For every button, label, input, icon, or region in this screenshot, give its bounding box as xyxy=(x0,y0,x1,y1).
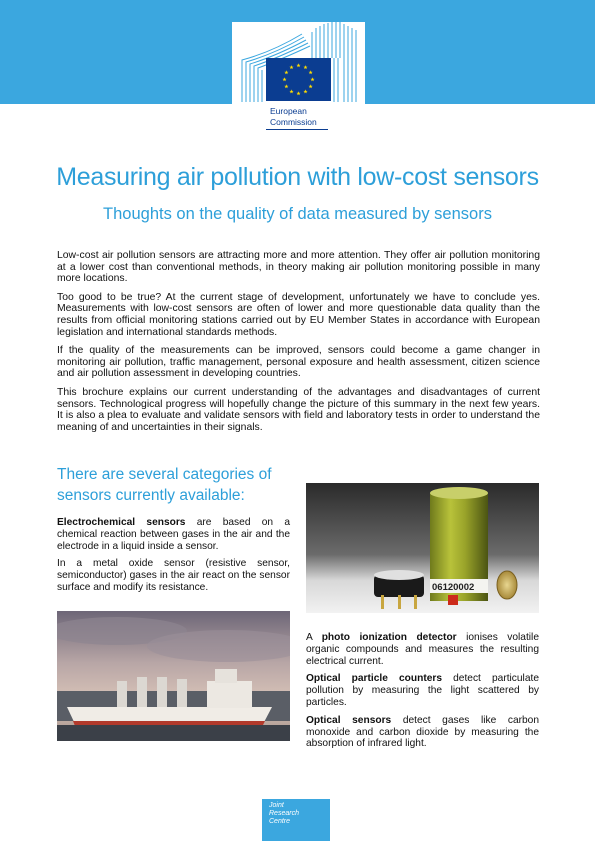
ship-photo xyxy=(57,611,290,741)
category-text: In a metal oxide sensor (resistive sensor, semiconductor) gases in the air react on the sensor surface and modify its resistance. xyxy=(57,558,290,593)
eu-star xyxy=(289,65,293,69)
org-line-1: European xyxy=(270,106,307,116)
eu-star xyxy=(310,77,314,81)
org-line-2: Commission xyxy=(270,117,317,127)
eu-star xyxy=(289,89,293,93)
intro-paragraph: Too good to be true? At the current stage of development, unfortunately we have to conclude yes. Measurements with low-cost sensors are often of lower and more questionable data quality than the results from official monitoring stations carried out by EU Member States in accordance with European legislation and international standards methods. xyxy=(57,291,540,338)
page-subtitle: Thoughts on the quality of data measured by sensors xyxy=(103,205,492,223)
eu-star xyxy=(303,89,307,93)
eu-star xyxy=(282,77,286,81)
jrc-line-1: Joint xyxy=(269,802,284,809)
category-paragraph xyxy=(306,673,539,708)
category-text: ionises volatile organic compounds and measures the resulting electrical current. xyxy=(306,632,539,667)
category-text: are based on a chemical reaction between gases in the air and the electrode in a liquid inside a sensor. xyxy=(57,517,290,552)
eu-star xyxy=(309,70,313,74)
eu-flag xyxy=(266,58,331,101)
category-term: Optical particle counters xyxy=(306,673,443,685)
eu-star xyxy=(284,70,288,74)
sensor-serial-label: 06120002 xyxy=(432,582,475,593)
intro-paragraph: If the quality of the measurements can be improved, sensors could become a game changer in monitoring air pollution, traffic management, personal exposure and health assessment, citizen science and air pollution assessment in developing countries. xyxy=(57,345,540,380)
logo-underline xyxy=(266,129,328,130)
category-term: Optical sensors xyxy=(306,714,392,726)
eu-star xyxy=(296,91,300,95)
section-heading: There are several categories of sensors currently available: xyxy=(57,466,272,504)
category-paragraph xyxy=(57,558,290,593)
jrc-logo xyxy=(262,799,330,841)
category-text: detect particulate pollution by measuring the light scattered by particles. xyxy=(306,673,539,708)
eu-star xyxy=(309,84,313,88)
jrc-label xyxy=(269,802,299,826)
eu-stars-icon xyxy=(266,58,331,101)
category-paragraph xyxy=(306,632,539,667)
category-paragraph xyxy=(57,517,290,552)
category-paragraph xyxy=(306,715,539,750)
jrc-line-2: Research xyxy=(269,810,299,817)
category-term: Electrochemical sensors xyxy=(57,517,186,528)
category-text: detect gases like carbon monoxide and carbon dioxide by measuring the absorption of infrared light. xyxy=(306,714,540,750)
intro-text xyxy=(57,250,540,440)
eu-star xyxy=(296,63,300,67)
categories-right xyxy=(306,632,539,756)
category-prefix: A xyxy=(306,632,322,643)
eu-star xyxy=(284,84,288,88)
page-title: Measuring air pollution with low-cost sensors xyxy=(56,163,539,191)
sensors-photo xyxy=(306,483,539,613)
jrc-line-3: Centre xyxy=(269,818,291,825)
intro-paragraph: This brochure explains our current understanding of the advantages and disadvantages of current sensors. Technological progress will hopefully change the picture of this summary in the next few years. It is also a plea to evaluate and validate sensors with field and laboratory tests in order to understand the meaning of and uncertainties in their signals. xyxy=(57,386,540,433)
category-term: photo ionization detector xyxy=(321,632,457,643)
categories-left xyxy=(57,517,290,600)
eu-star xyxy=(303,65,307,69)
european-commission-label xyxy=(270,106,317,128)
intro-paragraph: Low-cost air pollution sensors are attracting more and more attention. They offer air pollution monitoring at a lower cost than conventional methods, in theory making air pollution monitoring possible in many more locations. xyxy=(57,250,540,285)
